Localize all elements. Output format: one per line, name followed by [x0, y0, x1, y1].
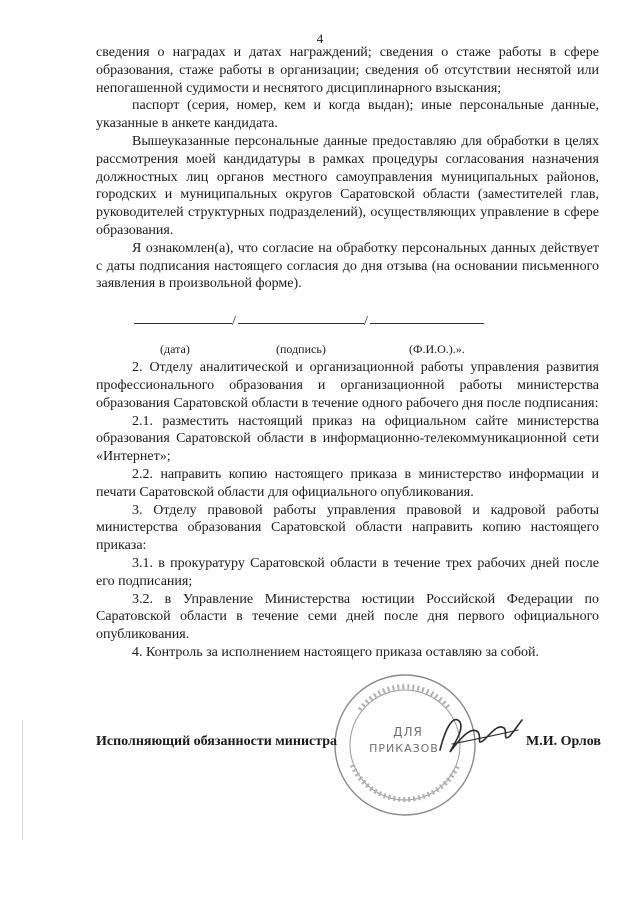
signer-name: М.И. Орлов [526, 734, 601, 749]
stamp-line-1: ДЛЯ [393, 725, 423, 739]
paragraph-purpose: Вышеуказанные персональные данные предоставляю для обработки в целях рассмотрения моей кандидатуры в рамках процедуры согласования назначения должностных лиц органов местного самоуправления муниципальных районов, городских и муниципальных округов Саратовской области (заместителей глав, руководителей структурных подразделений), осуществляющих управление в сфере образования. [96, 133, 599, 238]
slash-separator: / [232, 314, 236, 330]
item-3: 3. Отделу правовой работы управления правовой и кадровой работы министерства образования Саратовской области направить копию настоящего приказа: [96, 502, 599, 554]
paragraph-acknowledgement: Я ознакомлен(а), что согласие на обработку персональных данных действует с даты подписания настоящего согласия до дня отзыва (на основании письменного заявления в произвольной форме). [96, 240, 599, 292]
name-line [370, 323, 484, 324]
signature-line [238, 323, 364, 324]
slash-separator: / [364, 314, 368, 330]
stamp-line-2: ПРИКАЗОВ [369, 742, 439, 755]
document-body [96, 44, 599, 662]
item-2-1: 2.1. разместить настоящий приказ на официальном сайте министерства образования Саратовской области в информационно-телекоммуникационной сети «Интернет»; [96, 413, 599, 465]
item-2-2: 2.2. направить копию настоящего приказа в министерство информации и печати Саратовской области для официального опубликования. [96, 466, 599, 500]
scan-margin-mark [22, 720, 23, 840]
page-number: 4 [316, 31, 324, 46]
date-line [134, 323, 232, 324]
paragraph-passport: паспорт (серия, номер, кем и когда выдан); иные персональные данные, указанные в анкете кандидата. [96, 98, 599, 132]
signature-form-labels [96, 341, 599, 359]
item-3-2: 3.2. в Управление Министерства юстиции Российской Федерации по Саратовской области в течение семи дней после дня первого официального опубликования. [96, 591, 599, 643]
signature-block [96, 733, 601, 755]
signature-label: (подпись) [276, 342, 326, 357]
item-2: 2. Отделу аналитической и организационной работы управления развития профессионального образования и организационной работы министерства образования Саратовской области в течение одного рабочего дня после подписания: [96, 360, 599, 411]
item-4: 4. Контроль за исполнением настоящего приказа оставляю за собой. [132, 644, 540, 660]
paragraph-awards-experience: сведения о наградах и датах награждений; сведения о стаже работы в сфере образования, стаже работы в организации; сведения об отсутствии неснятой или непогашенной судимости и неснятого дисциплинарного взыскания; [96, 45, 599, 96]
signer-title: Исполняющий обязанности министра [96, 734, 338, 749]
name-label: (Ф.И.О.).». [409, 342, 465, 357]
item-3-1: 3.1. в прокуратуру Саратовской области в течение трех рабочих дней после его подписания; [96, 555, 599, 589]
signature-form-lines [96, 313, 599, 341]
date-label: (дата) [160, 342, 190, 357]
